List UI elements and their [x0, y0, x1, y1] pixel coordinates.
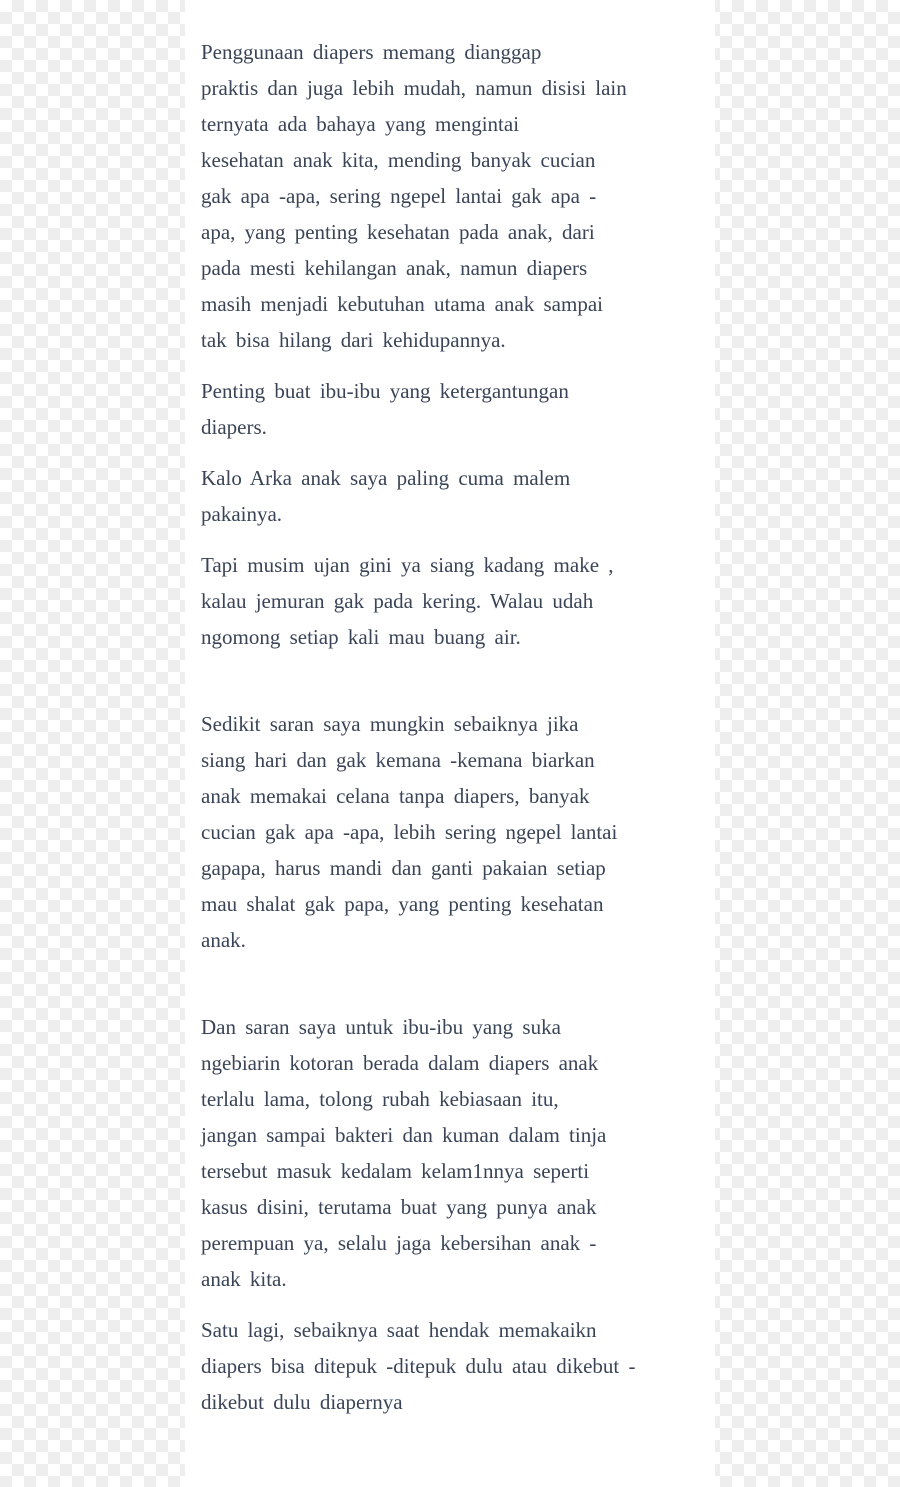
paragraph-3: Kalo Arka anak saya paling cuma malem pakainya. [201, 466, 571, 526]
paragraph-4: Tapi musim ujan gini ya siang kadang make , kalau jemuran gak pada kering. Walau udah ngomong setiap kali mau buang air. [201, 553, 614, 649]
paragraph-6: Dan saran saya untuk ibu-ibu yang suka ngebiarin kotoran berada dalam diapers anak terlalu lama, tolong rubah kebiasaan itu, jangan sampai bakteri dan kuman dalam tinja tersebut masuk kedalam kelam1nnya seperti kasus disini, terutama buat yang punya anak perempuan ya, selalu jaga kebersihan anak - anak kita. [201, 1015, 607, 1291]
paragraph-5: Sedikit saran saya mungkin sebaiknya jika siang hari dan gak kemana -kemana biarkan anak memakai celana tanpa diapers, banyak cucian gak apa -apa, lebih sering ngepel lantai gapapa, harus mandi dan ganti pakaian setiap mau shalat gak papa, yang penting kesehatan anak. [201, 712, 618, 952]
paragraph-7: Satu lagi, sebaiknya saat hendak memakaikn diapers bisa ditepuk -ditepuk dulu atau dikebut - dikebut dulu diapernya [201, 1318, 636, 1414]
article-body [201, 34, 701, 1435]
paragraph-1: Penggunaan diapers memang dianggap praktis dan juga lebih mudah, namun disisi lain ternyata ada bahaya yang mengintai kesehatan anak kita, mending banyak cucian gak apa -apa, sering ngepel lantai gak apa - apa, yang penting kesehatan pada anak, dari pada mesti kehilangan anak, namun diapers masih menjadi kebutuhan utama anak sampai tak bisa hilang dari kehidupannya. [201, 40, 627, 352]
paragraph-2: Penting buat ibu-ibu yang ketergantungan diapers. [201, 379, 569, 439]
